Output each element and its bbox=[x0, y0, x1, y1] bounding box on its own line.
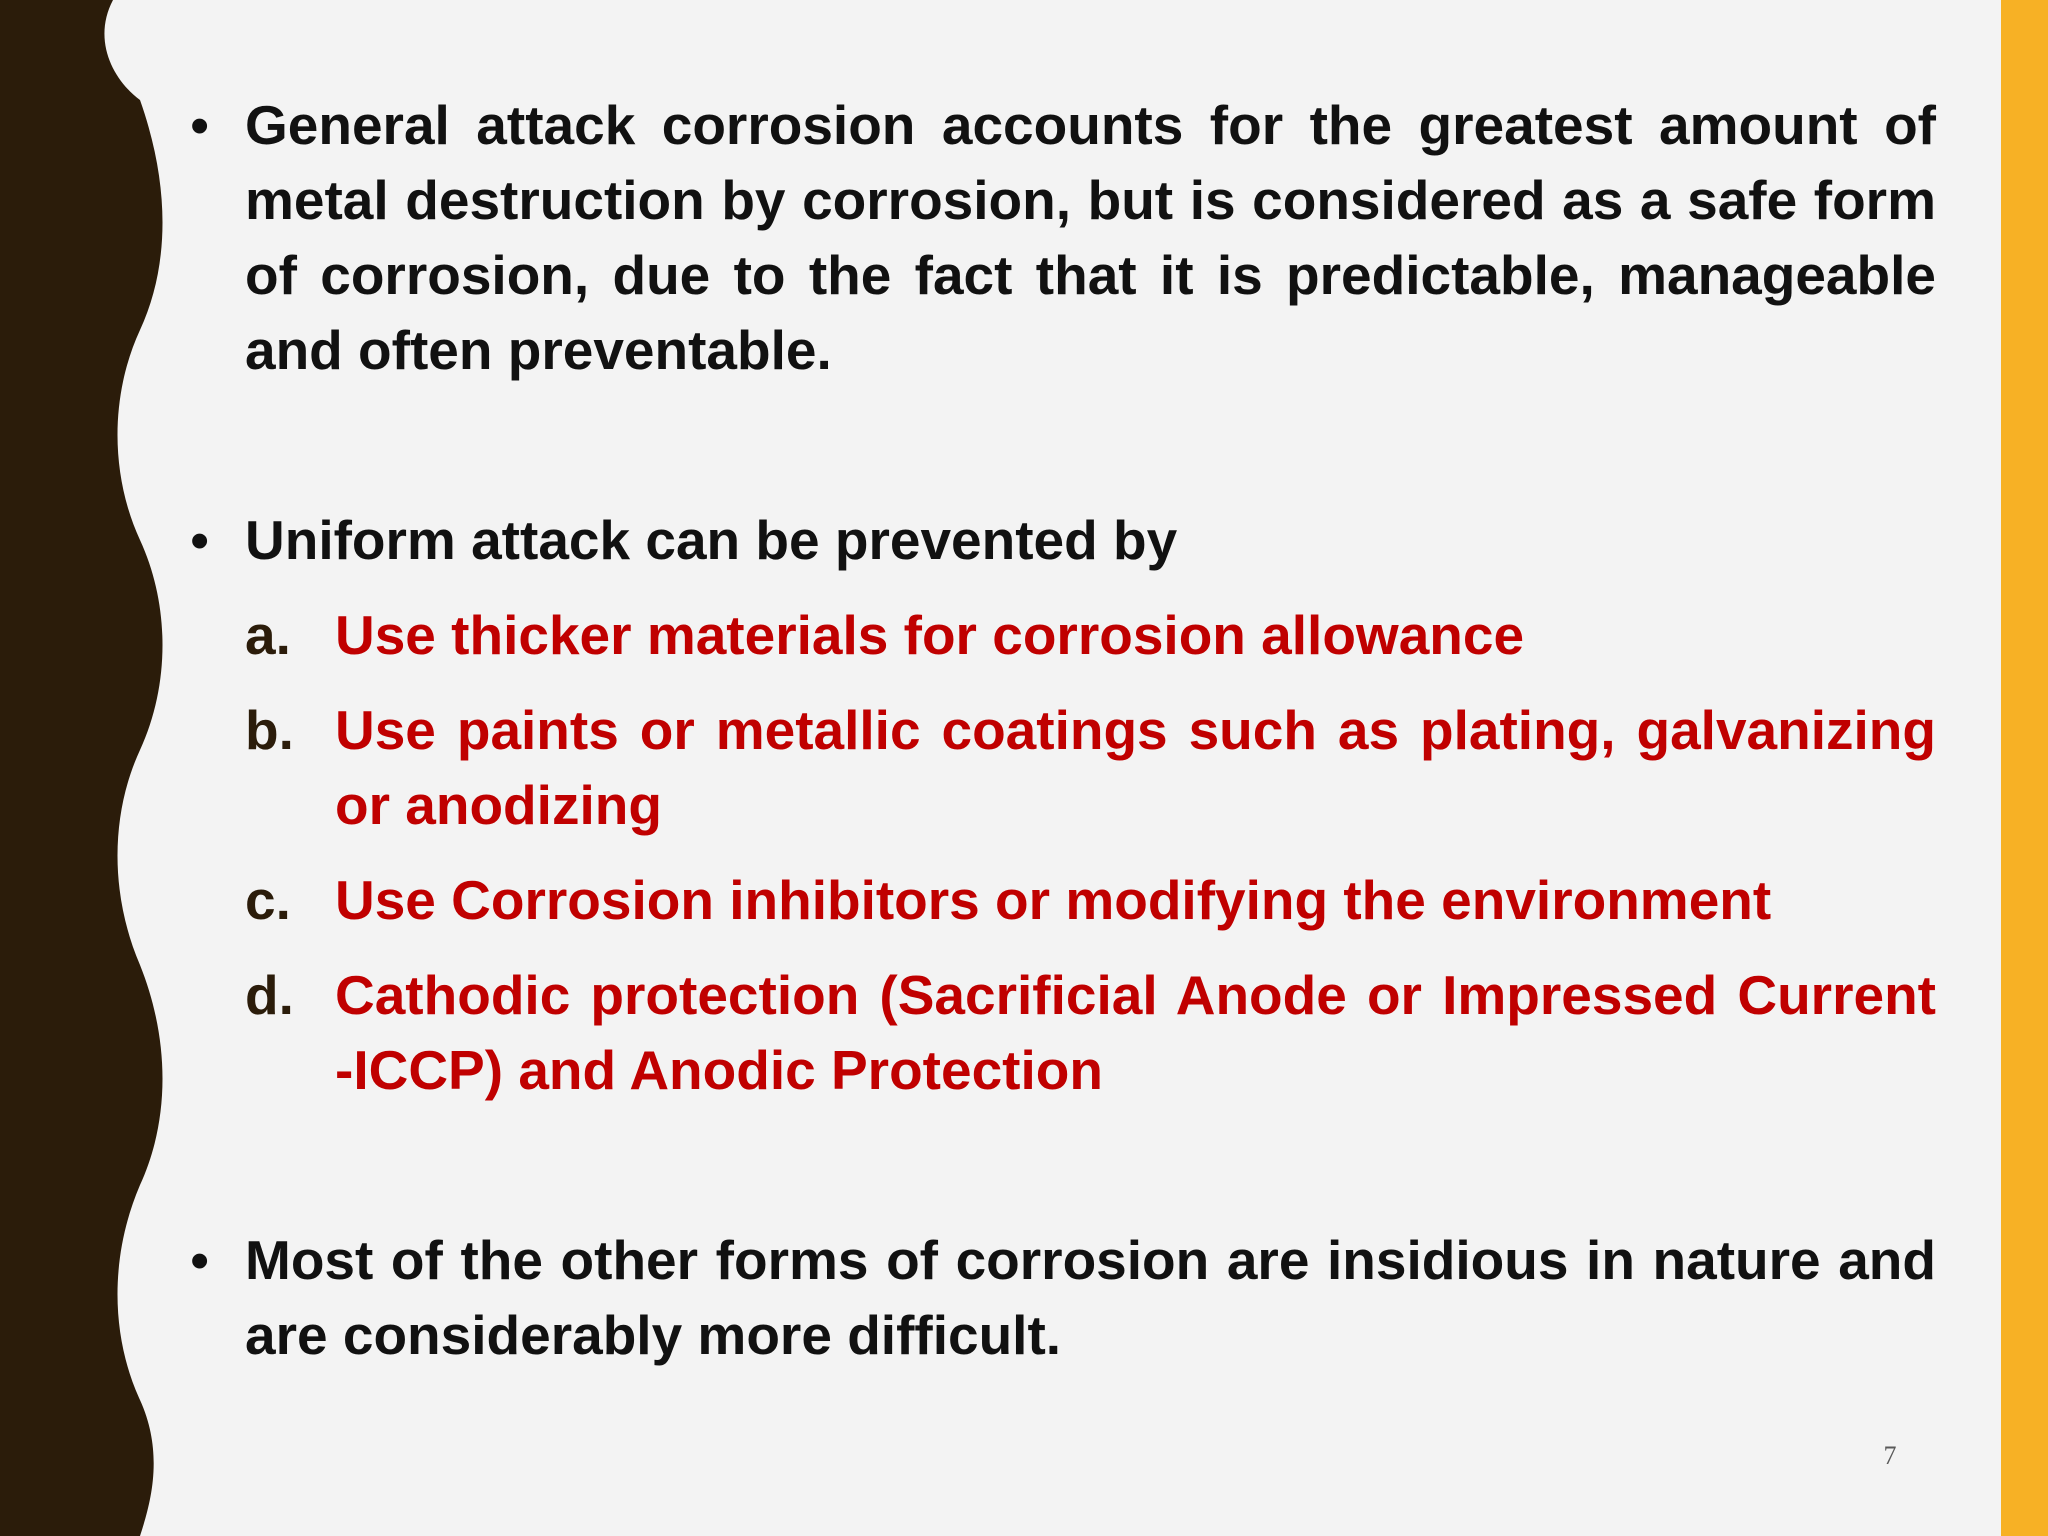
page-number: 7 bbox=[1883, 1441, 1897, 1470]
prevention-list bbox=[190, 598, 1936, 1108]
item-text: Use Corrosion inhibitors or modifying the environment bbox=[335, 869, 1772, 931]
wavy-border-shape bbox=[0, 0, 163, 1536]
bullet-other-forms bbox=[190, 1223, 1936, 1373]
accent-bar bbox=[2001, 0, 2048, 1536]
wavy-left-border bbox=[0, 0, 170, 1536]
bullet-text: Uniform attack can be prevented by bbox=[245, 509, 1178, 571]
item-text: Cathodic protection (Sacrificial Anode or Impressed Current -ICCP) and Anodic Protection bbox=[335, 964, 1936, 1101]
prevention-item-a bbox=[190, 598, 1936, 673]
prevention-item-d bbox=[190, 958, 1936, 1108]
item-text: Use paints or metallic coatings such as plating, galvanizing or anodizing bbox=[335, 699, 1936, 836]
item-marker: c. bbox=[245, 869, 291, 931]
bullet-text: Most of the other forms of corrosion are insidious in nature and are considerably more difficult. bbox=[245, 1229, 1936, 1366]
prevention-item-c bbox=[190, 863, 1936, 938]
bullet-text: General attack corrosion accounts for the greatest amount of metal destruction by corrosion, but is considered as a safe form of corrosion, due to the fact that it is predictable, manageable and often preventable. bbox=[245, 94, 1936, 381]
bullet-marker: • bbox=[190, 1229, 210, 1291]
item-text: Use thicker materials for corrosion allowance bbox=[335, 604, 1525, 666]
item-marker: d. bbox=[245, 964, 294, 1026]
slide-content bbox=[190, 88, 1936, 1373]
prevention-item-b bbox=[190, 693, 1936, 843]
bullet-uniform-attack bbox=[190, 503, 1936, 578]
bullet-general-attack bbox=[190, 88, 1936, 388]
item-marker: a. bbox=[245, 604, 291, 666]
bullet-marker: • bbox=[190, 509, 210, 571]
item-marker: b. bbox=[245, 699, 294, 761]
bullet-marker: • bbox=[190, 94, 210, 156]
